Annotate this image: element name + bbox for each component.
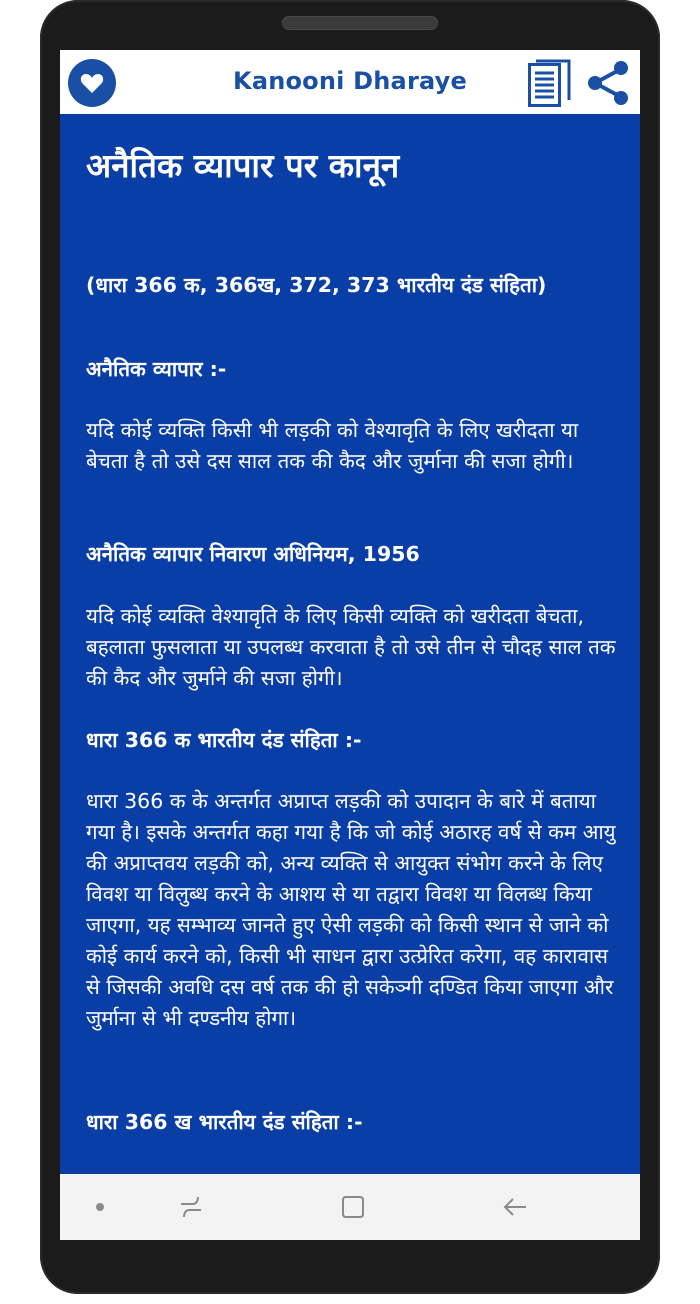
section-paragraph: धारा 366 क के अन्तर्गत अप्राप्त लड़की को उपादान के बारे में बताया गया है। इसके अन्तर्गत कहा गया है कि जो कोई अठारह वर्ष से कम आयु की अप्राप्तवय लड़की को, अन्य व्यक्ति से आयुक्त संभोग करने के लिए विवश या विलुब्ध करने के आशय से या तद्वारा विवश या विलब्ध किया जाएगा, यह सम्भाव्य जानते हुए ऐसी लड़की को किसी स्थान से जाने को कोई कार्य करने को, किसी भी साधन द्वारा उत्प्रेरित करेगा, वह कारावास से जिसकी अवधि दस वर्ष तक की हो सकेञ्गी दण्डित किया जाएगा और जुर्माना से भी दण्डनीय होगा। bbox=[86, 789, 616, 1030]
section-heading: अनैतिक व्यापार निवारण अधिनियम, 1956 bbox=[86, 542, 420, 566]
app-screen bbox=[60, 50, 640, 1240]
sections-reference: (धारा 366 क, 366ख, 372, 373 भारतीय दंड संहिता) bbox=[86, 273, 547, 297]
article-title: अनैतिक व्यापार पर कानून bbox=[86, 146, 400, 185]
section-heading: अनैतिक व्यापार :- bbox=[86, 357, 227, 381]
document-icon[interactable] bbox=[528, 58, 572, 108]
recents-icon[interactable] bbox=[178, 1194, 204, 1220]
back-icon[interactable] bbox=[502, 1194, 528, 1220]
section-paragraph: यदि कोई व्यक्ति वेश्यावृति के लिए किसी व्यक्ति को खरीदता बेचता, बहलाता फुसलाता या उपलब्ध करवाता है तो उसे तीन से चौदह साल तक की कैद और जुर्माने की सजा होगी। bbox=[86, 604, 616, 690]
article-content bbox=[60, 114, 640, 1174]
section-heading: धारा 366 क भारतीय दंड संहिता :- bbox=[86, 728, 362, 752]
home-icon[interactable] bbox=[340, 1194, 366, 1220]
app-title: Kanooni Dharaye bbox=[233, 67, 467, 95]
nav-dot-indicator bbox=[96, 1203, 104, 1211]
section-heading: धारा 366 ख भारतीय दंड संहिता :- bbox=[86, 1110, 363, 1134]
share-icon[interactable] bbox=[584, 59, 632, 107]
app-bar bbox=[60, 50, 640, 114]
section-paragraph: यदि कोई व्यक्ति किसी भी लड़की को वेश्यावृति के लिए खरीदता या बेचता है तो उसे दस साल तक की कैद और जुर्माना की सजा होगी। bbox=[86, 418, 579, 473]
system-nav-bar bbox=[60, 1174, 640, 1240]
phone-speaker bbox=[282, 16, 438, 30]
